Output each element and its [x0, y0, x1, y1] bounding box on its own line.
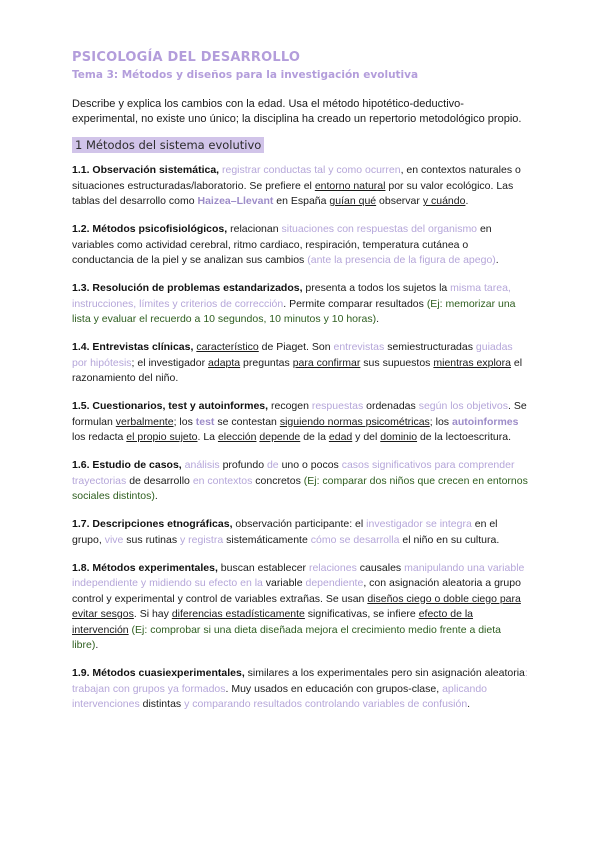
body-text: similares a los experimentales pero sin asignación aleatoria	[244, 667, 525, 679]
underlined-text: mientras explora	[433, 356, 511, 369]
body-text: . Se formulan	[72, 400, 527, 428]
highlight-text: aplicando intervenciones	[72, 682, 488, 710]
body-text: semiestructuradas	[384, 341, 476, 353]
underlined-text: siguiendo normas psicométricas	[279, 415, 430, 428]
example-text: (Ej: comprobar si una dieta diseñada mejora el crecimiento medio frente a dieta libre)	[72, 623, 501, 651]
body-text: buscan establecer	[217, 561, 309, 574]
highlight-text: situaciones con respuestas del organismo	[281, 223, 478, 235]
body-text: por su valor ecológico. Las tablas del desarrollo como	[72, 179, 514, 207]
body-text: en variables como actividad cerebral, ritmo cardiaco, respiración, temperatura cutánea o conductancia de la piel y se analizan sus cambios	[72, 223, 492, 266]
underlined-text: el propio sujeto	[126, 431, 198, 443]
body-text: concretos	[252, 474, 304, 487]
highlight-text: de	[266, 459, 279, 471]
body-text: relacionan	[227, 223, 282, 235]
underlined-text: elección	[217, 431, 257, 443]
body-text: ; los	[173, 415, 196, 428]
underlined-text: entorno natural	[314, 179, 386, 192]
item-observacion	[72, 163, 528, 210]
item-experimentales	[72, 561, 528, 654]
body-text: variable	[262, 577, 306, 589]
example-text: (Ej: memorizar una lista y evaluar el recuerdo a 10 segundos, 10 minutos y 10 horas)	[72, 297, 516, 325]
highlight-text: manipulando una variable independiente y midiendo su efecto en la	[72, 561, 525, 589]
item-heading: 1.5. Cuestionarios, test y autoinformes,	[72, 400, 269, 412]
item-heading: 1.3. Resolución de problemas estandarizados,	[72, 282, 303, 294]
body-text: . Si hay	[133, 608, 172, 620]
body-text: sistemáticamente	[223, 533, 311, 546]
highlight-text: casos significativos para comprender trayectorias	[72, 459, 515, 487]
body-text: de la	[300, 431, 329, 443]
document-page	[72, 50, 528, 725]
intro-paragraph: Describe y explica los cambios con la edad. Usa el método hipotético-deductivo-experimental, no existe uno único; la disciplina ha creado un repertorio metodológico propio.	[72, 98, 522, 125]
body-text: sus supuestos	[360, 356, 434, 369]
highlight-bold-text: test	[195, 415, 215, 428]
body-text: .	[495, 254, 499, 266]
body-text: . Permite comparar resultados	[283, 297, 427, 310]
highlight-text: respuestas	[311, 400, 364, 412]
example-text: (Ej: comparar dos niños que crecen en entornos sociales distintos)	[72, 474, 528, 502]
highlight-text: dependiente	[305, 577, 364, 589]
item-heading: 1.9. Métodos cuasiexperimentales,	[72, 667, 245, 679]
underlined-text: característico	[196, 341, 259, 353]
underlined-text: diseños ciego o doble ciego para evitar sesgos	[72, 592, 521, 620]
highlight-text: vive	[104, 533, 124, 546]
body-text: , con asignación aleatoria a grupo control y experimental y control de variables extrañas. Se usan	[72, 577, 521, 605]
body-text: presenta a todos los sujetos la	[302, 282, 451, 294]
body-text: recogen	[268, 400, 312, 412]
body-text: de desarrollo	[126, 474, 193, 487]
body-text: sus rutinas	[123, 533, 180, 546]
highlight-text: análisis	[184, 459, 220, 471]
highlight-text: misma tarea, instrucciones, límites y criterios de corrección	[72, 282, 511, 310]
item-heading: 1.6. Estudio de casos,	[72, 459, 182, 471]
item-heading: 1.7. Descripciones etnográficas,	[72, 518, 233, 530]
body-text: y del	[352, 431, 381, 443]
highlight-bold-text: Haizea–Llevant	[197, 195, 274, 207]
item-psicofisiologicos	[72, 222, 528, 269]
body-text: observación participante: el	[232, 518, 367, 530]
underlined-text: y cuándo	[422, 195, 466, 207]
body-text: preguntas	[240, 356, 293, 369]
body-text: .	[376, 313, 380, 325]
item-estudio-casos	[72, 458, 528, 505]
body-text: .	[154, 490, 158, 502]
document-subtitle: Tema 3: Métodos y diseños para la investigación evolutiva	[72, 69, 419, 81]
body-text: ; el investigador	[131, 356, 209, 369]
body-text: significativas, se infiere	[304, 608, 419, 620]
body-text: .	[95, 639, 99, 651]
body-text: en el grupo,	[72, 518, 498, 546]
underlined-text: guían qué	[329, 195, 377, 207]
body-text: . La	[197, 431, 218, 443]
document-title: PSICOLOGÍA DEL DESARROLLO	[72, 50, 301, 65]
item-entrevistas	[72, 340, 528, 387]
underlined-text: efecto de la intervención	[72, 608, 473, 636]
highlight-text: relaciones	[308, 561, 357, 574]
highlight-text: registrar conductas tal y como ocurren	[222, 164, 401, 176]
highlight-text: (ante la presencia de la figura de apego)	[307, 254, 496, 266]
body-text: ; los	[429, 415, 452, 428]
body-text: . Muy usados en educación con grupos-clase,	[225, 682, 443, 695]
body-text: causales	[356, 561, 405, 574]
body-text: .	[467, 698, 471, 710]
item-heading: 1.2. Métodos psicofisiológicos,	[72, 223, 228, 235]
body-text: se contestan	[214, 415, 280, 428]
item-etnograficas	[72, 517, 528, 548]
body-text: el razonamiento del niño.	[72, 356, 523, 384]
body-text: distintas	[139, 698, 185, 710]
body-text: de Piaget. Son	[258, 341, 334, 353]
underlined-text: adapta	[208, 356, 241, 369]
highlight-text: y registra	[180, 533, 224, 546]
body-text: el niño en su cultura.	[399, 533, 500, 546]
highlight-text: entrevistas	[333, 341, 385, 353]
underlined-text: depende	[259, 431, 301, 443]
highlight-text: guiadas por hipótesis	[72, 341, 513, 369]
body-text: observar	[376, 195, 423, 207]
body-text: ordenadas	[363, 400, 419, 412]
body-text: uno o pocos	[278, 459, 342, 471]
highlight-text: según los objetivos	[418, 400, 508, 412]
highlight-text: en contextos	[192, 474, 253, 487]
item-cuasiexperimentales	[72, 666, 528, 713]
body-text: .	[465, 195, 469, 207]
body-text: , en contextos naturales o situaciones estructuradas/laboratorio. Se prefiere el	[72, 164, 521, 192]
underlined-text: dominio	[380, 431, 418, 443]
highlight-bold-text: autoinformes	[451, 415, 519, 428]
item-heading: 1.1. Observación sistemática,	[72, 164, 220, 176]
underlined-text: diferencias estadísticamente	[171, 608, 305, 620]
item-heading: 1.8. Métodos experimentales,	[72, 561, 218, 574]
body-text: en España	[273, 195, 330, 207]
underlined-text: verbalmente	[115, 415, 174, 428]
item-cuestionarios	[72, 399, 528, 446]
body-text: los redacta	[72, 431, 127, 443]
highlight-text: cómo se desarrolla	[310, 533, 400, 546]
underlined-text: edad	[328, 431, 353, 443]
highlight-text: y comparando resultados controlando variables de confusión	[184, 698, 468, 710]
section-heading: 1 Métodos del sistema evolutivo	[72, 137, 264, 153]
item-problemas	[72, 281, 528, 328]
highlight-text: investigador se integra	[366, 518, 472, 530]
body-text: de la lectoescritura.	[417, 431, 512, 443]
body-text: profundo	[219, 459, 267, 471]
item-heading: 1.4. Entrevistas clínicas,	[72, 341, 194, 353]
underlined-text: para confirmar	[292, 356, 361, 369]
highlight-text: : trabajan con grupos ya formados	[72, 667, 528, 695]
